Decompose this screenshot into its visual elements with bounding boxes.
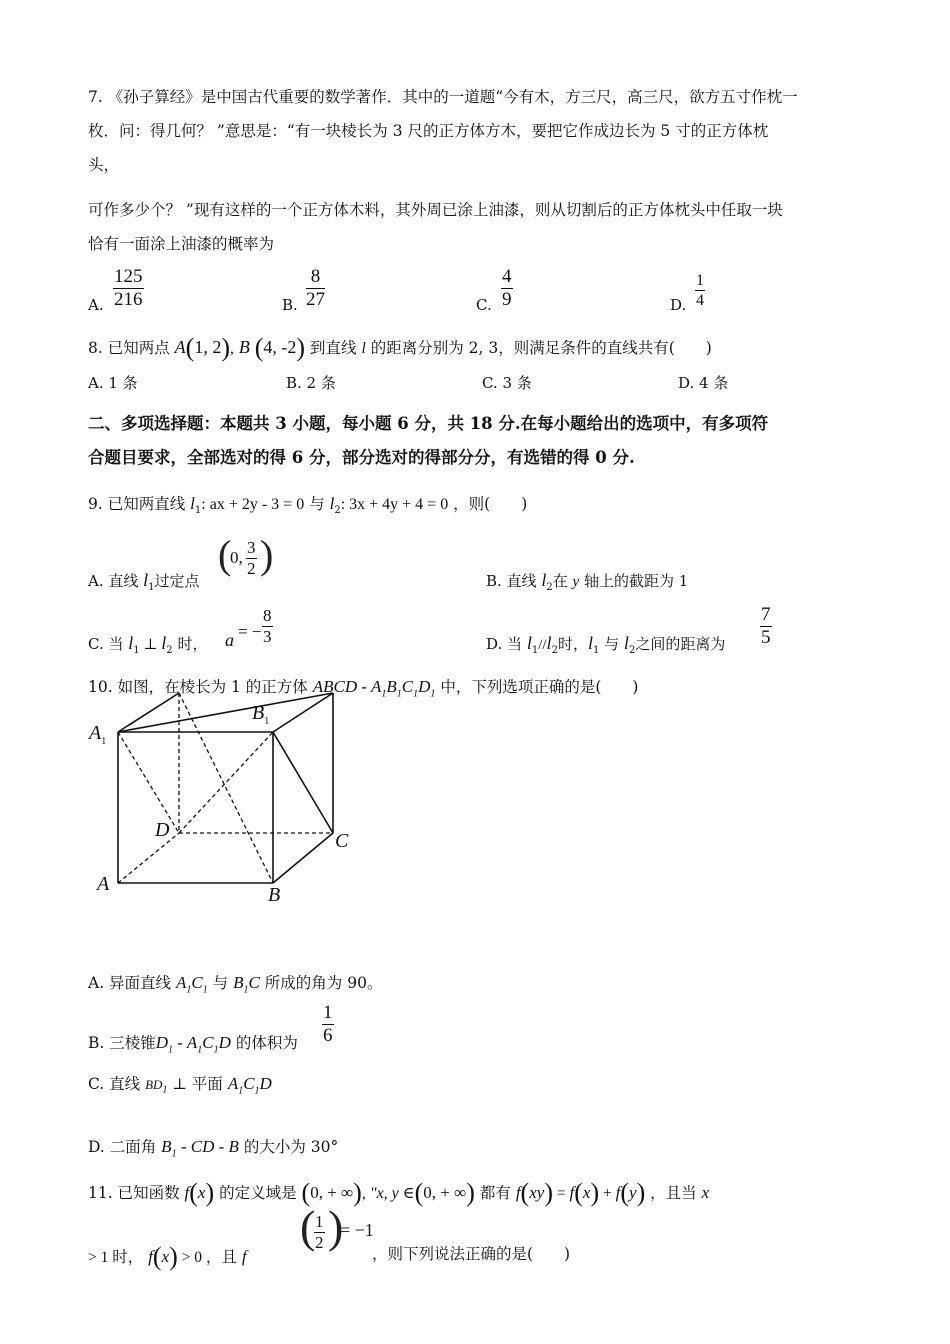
q7-line4: 可作多少个？ ”现有这样的一个正方体木料，其外周已涂上油漆，则从切割后的正方体枕头中任取一块 (88, 201, 783, 219)
q9-option-a-point-x: 0, (230, 548, 243, 567)
q11-stem-line1: 11. 已知函数 f(x) 的定义域是 (0, + ∞), "x, y ∈(0, + ∞) 都有 f(xy) = f(x) + f(y) ，且当 x (88, 1178, 710, 1207)
q11-half-paren-right: ) (328, 1201, 344, 1252)
q9-option-c-fraction: $\frac{8}{3}$ (263, 606, 272, 646)
cube-label-a: A (97, 873, 110, 895)
q8-option-d: D. 4 条 (678, 374, 729, 392)
q7-option-c-fraction: $\frac{4}{9}$ (502, 266, 512, 310)
cube-label-d: D (155, 819, 170, 841)
q10-stem: 10. 如图，在棱长为 1 的正方体 ABCD - $A_1B_1C_1D_1$ 中，下列选项正确的是( ) (88, 677, 639, 700)
q9-option-a-paren-left: ( (218, 532, 232, 577)
q9-option-d: D. 当 $l_1//l_2$时，$l_1$ 与 $l_2$之间的距离为 (486, 633, 726, 656)
q10-option-b-fraction: $\frac{1}{6}$ (323, 1002, 333, 1046)
cube-label-a1: $A_1$ (89, 722, 107, 747)
q7-option-a-fraction: $\frac{125}{216}$ (114, 266, 143, 310)
q9-stem: 9. 已知两直线 $l_1$: ax + 2y - 3 = 0 与 $l_2$: 3x + 4y + 4 = 0 ，则( ) (88, 494, 528, 517)
cube-label-c: C (335, 830, 349, 852)
q8-option-b: B. 2 条 (286, 374, 336, 392)
cube-label-b1: $B_1$ (252, 702, 270, 727)
q7-option-b-fraction: $\frac{8}{27}$ (306, 266, 325, 310)
q7-option-d-fraction: $\frac{1}{4}$ (696, 272, 704, 309)
q10-option-c: C. 直线 $BD_1$ ⊥ 平面 $A_1C_1D$ (88, 1074, 272, 1097)
q9-option-c-a: a (225, 630, 234, 650)
q7-option-b-label: B. (282, 296, 298, 314)
q7-line1: 7. 《孙子算经》是中国古代重要的数学著作．其中的一道题“今有木，方三尺，高三尺，欲方五寸作枕一 (88, 88, 798, 106)
cube-figure (85, 690, 365, 910)
q7-line5: 恰有一面涂上油漆的概率为 (88, 235, 275, 253)
q10-option-b: B. 三棱锥$D_1 - A_1C_1D$ 的体积为 (88, 1033, 298, 1056)
q10-option-d: D. 二面角 $B_1$ - CD - B 的大小为 30° (88, 1137, 339, 1160)
q7-option-d-label: D. (670, 296, 687, 314)
section2-heading-line2: 合题目要求，全部选对的得 6 分，部分选对的得部分分，有选错的得 0 分. (88, 448, 635, 467)
q7-option-c-label: C. (476, 296, 492, 314)
q9-option-a: A. 直线 $l_1$过定点 (88, 570, 200, 593)
q11-half-paren-left: ( (300, 1201, 316, 1252)
q7-line2: 枚．问：得几何？ ”意思是：“有一块棱长为 3 尺的正方体方木，要把它作成边长为 5 寸的正方体枕 (88, 122, 769, 140)
q11-neg-one: = −1 (340, 1220, 374, 1240)
q8-stem: 8. 已知两点 A(1, 2), B (4, -2) 到直线 l 的距离分别为 2, 3，则满足条件的直线共有( ) (88, 333, 712, 362)
q9-option-c-eq: = − (238, 622, 262, 641)
q11-stem-line2: > 1 时， f(x) > 0 ，且 f (88, 1242, 247, 1271)
q11-half-fraction: $\frac{1}{2}$ (315, 1212, 324, 1252)
q9-option-a-point-y: $\frac{3}{2}$ (247, 538, 256, 578)
q9-option-c: C. 当 $l_1$ ⊥ $l_2$ 时， (88, 633, 208, 656)
q11-stem-end: ，则下列说法正确的是( ) (372, 1245, 571, 1263)
cube-label-b: B (268, 884, 281, 906)
q8-option-c: C. 3 条 (482, 374, 532, 392)
q8-option-a: A. 1 条 (88, 374, 138, 392)
q7-line3: 头， (88, 156, 120, 174)
section2-heading-line1: 二、多项选择题：本题共 3 小题，每小题 6 分，共 18 分.在每小题给出的选项中，有多项符 (88, 414, 769, 433)
q9-option-a-paren-right: ) (260, 532, 274, 577)
q9-option-b: B. 直线 $l_2$在 y 轴上的截距为 1 (486, 570, 689, 593)
q10-option-a: A. 异面直线 $A_1C_1$ 与 $B_1C$ 所成的角为 90。 (88, 973, 383, 996)
q7-option-a-label: A. (88, 296, 104, 314)
q9-option-d-fraction: $\frac{7}{5}$ (761, 604, 771, 648)
